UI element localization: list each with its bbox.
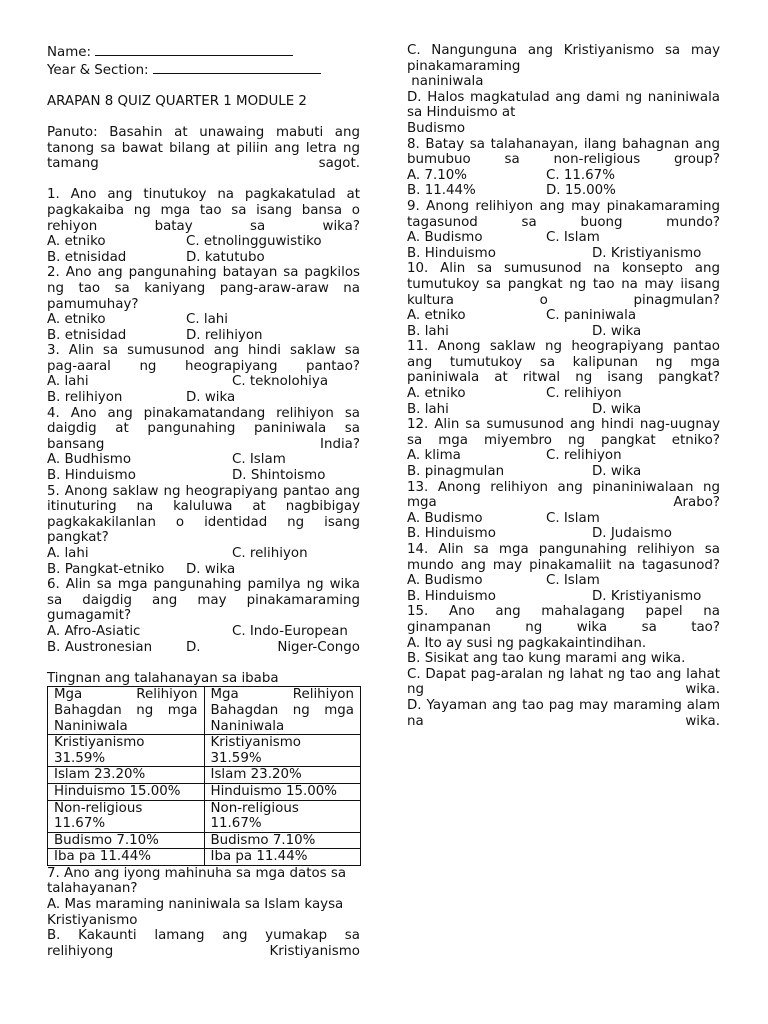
choice-a[interactable]: A. Budismo — [407, 510, 483, 526]
table-header-cell: Mga Relihiyon Bahagdan ng mga Naniniwala — [204, 687, 361, 735]
choice-b[interactable]: B. etnisidad — [47, 327, 127, 343]
choice-c[interactable]: C. paniniwala — [546, 308, 637, 324]
choice-a[interactable]: A. Mas maraming naniniwala sa Islam kaysa Kristiyanismo — [47, 897, 344, 928]
question-text: 13. Anong relihiyon ang pinaniniwalaan ng mga Arabo? — [407, 479, 720, 511]
choice-c-line2: naniniwala — [411, 74, 484, 90]
choice-b[interactable]: B. Kakaunti lamang ang yumakap sa relihiyong Kristiyanismo — [47, 928, 360, 959]
choice-b[interactable]: B. etnisidad — [47, 249, 127, 265]
choice-c[interactable]: C. Islam — [232, 452, 286, 468]
choice-a[interactable]: A. Budismo — [407, 230, 483, 246]
year-section-line — [47, 61, 360, 79]
right-column — [407, 43, 720, 729]
choice-b[interactable]: B. Sisikat ang tao kung marami ang wika. — [407, 651, 686, 667]
quiz-title: ARAPAN 8 QUIZ QUARTER 1 MODULE 2 — [47, 93, 307, 109]
choice-c[interactable]: C. teknolohiya — [232, 374, 329, 390]
table-cell: Budismo 7.10% — [204, 832, 361, 849]
choice-a[interactable]: A. etniko — [407, 386, 466, 402]
choice-c[interactable]: C. etnolingguwistiko — [186, 234, 322, 250]
choice-b[interactable]: B. Austronesian — [47, 639, 153, 655]
question-1 — [47, 187, 360, 265]
choice-d[interactable]: D. Shintoismo — [232, 468, 326, 484]
question-7 — [47, 866, 360, 960]
table-cell: Non-religious 11.67% — [204, 800, 361, 832]
question-11 — [407, 339, 720, 417]
choice-b[interactable]: B. Pangkat-etniko — [47, 561, 165, 577]
choice-d[interactable]: D. relihiyon — [186, 327, 263, 343]
year-section-label: Year & Section: — [47, 62, 149, 78]
table-row — [48, 832, 361, 849]
choice-c-line1: C. Nangunguna ang Kristiyanismo sa may pinakamaraming — [407, 43, 720, 74]
question-text: 9. Anong relihiyon ang may pinakamaraming tagasunod sa buong mundo? — [407, 198, 720, 230]
table-cell: Hinduismo 15.00% — [204, 783, 361, 800]
table-cell: Hinduismo 15.00% — [48, 783, 205, 800]
choice-d[interactable]: D. Kristiyanismo — [592, 245, 702, 261]
table-cell: Kristiyanismo 31.59% — [204, 735, 361, 767]
table-cell: Iba pa 11.44% — [48, 849, 205, 866]
question-text: 2. Ano ang pangunahing batayan sa pagkilos ng tao sa kaniyang pang-araw-araw na pamumuhay? — [47, 265, 360, 312]
choice-c[interactable]: C. 11.67% — [546, 167, 615, 183]
choice-b[interactable]: B. Hinduismo — [47, 468, 136, 484]
choice-c[interactable]: C. relihiyon — [546, 448, 622, 464]
choice-d-letter: D. — [186, 639, 201, 655]
choice-a[interactable]: A. etniko — [407, 308, 466, 324]
question-text: 7. Ano ang iyong mahinuha sa mga datos sa talahayanan? — [47, 865, 347, 897]
instructions: Panuto: Basahin at unawaing mabuti ang tanong sa bawat bilang at piliin ang letra ng tamang sagot. — [47, 124, 360, 172]
choice-d[interactable]: D. katutubo — [186, 249, 265, 265]
choice-a[interactable]: A. Ito ay susi ng pagkakaintindihan. — [407, 635, 647, 651]
choice-c[interactable]: C. Dapat pag-aralan ng lahat ng tao ang lahat ng wika. — [407, 666, 720, 698]
choice-a[interactable]: A. etniko — [47, 234, 106, 250]
table-row — [48, 849, 361, 866]
table-cell: Islam 23.20% — [204, 767, 361, 784]
question-9 — [407, 199, 720, 261]
question-10 — [407, 261, 720, 339]
choice-c[interactable]: C. lahi — [186, 312, 228, 328]
choice-a[interactable]: A. etniko — [47, 312, 106, 328]
choice-d[interactable]: D. Yayaman ang tao pag may maraming alam na wika. — [407, 697, 720, 729]
choice-d[interactable]: D. Judaismo — [592, 526, 672, 542]
name-blank[interactable] — [95, 43, 293, 56]
choice-a[interactable]: A. lahi — [47, 546, 89, 561]
choice-b[interactable]: B. lahi — [407, 323, 449, 339]
choice-c[interactable]: C. Islam — [546, 510, 600, 526]
choice-c[interactable]: C. Islam — [546, 573, 600, 589]
choice-d[interactable] — [186, 640, 360, 656]
choice-b[interactable]: B. pinagmulan — [407, 464, 505, 480]
question-text: 8. Batay sa talahanayan, ilang bahagnan ang bumubuo sa non-religious group? — [407, 136, 720, 168]
choice-b[interactable]: B. 11.44% — [407, 183, 476, 199]
table-row — [48, 800, 361, 832]
question-text: 10. Alin sa sumusunod na konsepto ang tumutukoy sa pangkat ng tao na may iisang kultura o pinagmulan? — [407, 261, 720, 308]
question-text: 11. Anong saklaw ng heograpiyang pantao ang tumutukoy sa kalipunan ng mga paniniwala at ritwal ng isang pangkat? — [407, 339, 720, 386]
choice-d[interactable] — [407, 90, 720, 137]
choice-a[interactable]: A. 7.10% — [407, 167, 467, 183]
choice-d[interactable]: D. Kristiyanismo — [592, 588, 702, 604]
choice-b[interactable]: B. lahi — [407, 401, 449, 417]
choice-b[interactable]: B. relihiyon — [47, 390, 123, 406]
choice-d-line2: Budismo — [407, 120, 466, 136]
question-6 — [47, 577, 360, 655]
choice-d-line1: D. Halos magkatulad ang dami ng naniniwala sa Hinduismo at — [407, 89, 720, 121]
question-7-continued — [407, 43, 720, 137]
question-text: 1. Ano ang tinutukoy na pagkakatulad at pagkakaiba ng mga tao sa isang bansa o rehiyon batay sa wika? — [47, 187, 360, 234]
choice-d[interactable]: D. wika — [592, 401, 642, 417]
year-section-blank[interactable] — [153, 61, 321, 74]
name-label: Name: — [47, 45, 92, 60]
choice-d[interactable]: D. wika — [186, 390, 236, 406]
choice-c[interactable] — [407, 43, 720, 90]
table-row — [48, 735, 361, 767]
choice-d[interactable]: D. wika — [186, 561, 236, 577]
table-row — [48, 767, 361, 784]
choice-b[interactable]: B. Hinduismo — [407, 588, 496, 604]
choice-d[interactable]: D. 15.00% — [546, 183, 616, 199]
choice-c[interactable]: C. Islam — [546, 230, 600, 246]
name-line — [47, 43, 360, 61]
choice-c[interactable]: C. Indo-European — [232, 623, 348, 639]
question-text: 14. Alin sa mga pangunahing relihiyon sa mundo ang may pinakamaliit na tagasunod? — [407, 542, 720, 573]
question-text: 15. Ano ang mahalagang papel na ginampanan ng wika sa tao? — [407, 604, 720, 635]
choice-a[interactable]: A. Afro-Asiatic — [47, 623, 141, 639]
table-intro: Tingnan ang talahanayan sa ibaba — [47, 670, 279, 686]
question-8 — [407, 137, 720, 199]
choice-b[interactable]: B. Hinduismo — [407, 245, 496, 261]
choice-c[interactable]: C. relihiyon — [546, 386, 622, 402]
question-12 — [407, 417, 720, 479]
choice-d[interactable]: D. wika — [592, 464, 642, 480]
table-cell: Islam 23.20% — [48, 767, 205, 784]
left-column — [47, 43, 360, 959]
question-text: 6. Alin sa mga pangunahing pamilya ng wika sa daigdig ang may pinakamaraming gumagamit? — [47, 577, 360, 624]
choice-a[interactable]: A. lahi — [47, 374, 89, 390]
question-14 — [407, 542, 720, 604]
table-cell: Iba pa 11.44% — [204, 849, 361, 866]
question-3 — [47, 343, 360, 405]
table-cell: Budismo 7.10% — [48, 832, 205, 849]
table-cell: Kristiyanismo 31.59% — [48, 735, 205, 767]
question-2 — [47, 265, 360, 343]
table-header-row — [48, 687, 361, 735]
table-header-cell: Mga Relihiyon Bahagdan ng mga Naniniwala — [48, 687, 205, 735]
table-row — [48, 783, 361, 800]
question-15 — [407, 604, 720, 729]
choice-a[interactable]: A. klima — [407, 448, 461, 464]
choice-c[interactable]: C. relihiyon — [232, 546, 308, 561]
question-5 — [47, 484, 360, 578]
table-cell: Non-religious 11.67% — [48, 800, 205, 832]
question-text: 5. Anong saklaw ng heograpiyang pantao ang itinuturing na kaluluwa at nagbibigay pagkakakilanlan o identidad ng isang pangkat? — [47, 483, 360, 546]
question-text: 3. Alin sa sumusunod ang hindi saklaw sa pag-aaral ng heograpiyang pantao? — [47, 343, 360, 374]
choice-a[interactable]: A. Budismo — [407, 573, 483, 589]
choice-d-text: Niger-Congo — [277, 639, 360, 655]
question-text: 4. Ano ang pinakamatandang relihiyon sa daigdig at pangunahing paniniwala sa bansang India? — [47, 405, 360, 452]
question-4 — [47, 406, 360, 484]
question-13 — [407, 480, 720, 542]
choice-b[interactable]: B. Hinduismo — [407, 526, 496, 542]
choice-a[interactable]: A. Budhismo — [47, 452, 132, 468]
religion-table — [47, 686, 361, 866]
question-text: 12. Alin sa sumusunod ang hindi nag-uugnay sa mga miyembro ng pangkat etniko? — [407, 417, 720, 448]
choice-d[interactable]: D. wika — [592, 323, 642, 339]
